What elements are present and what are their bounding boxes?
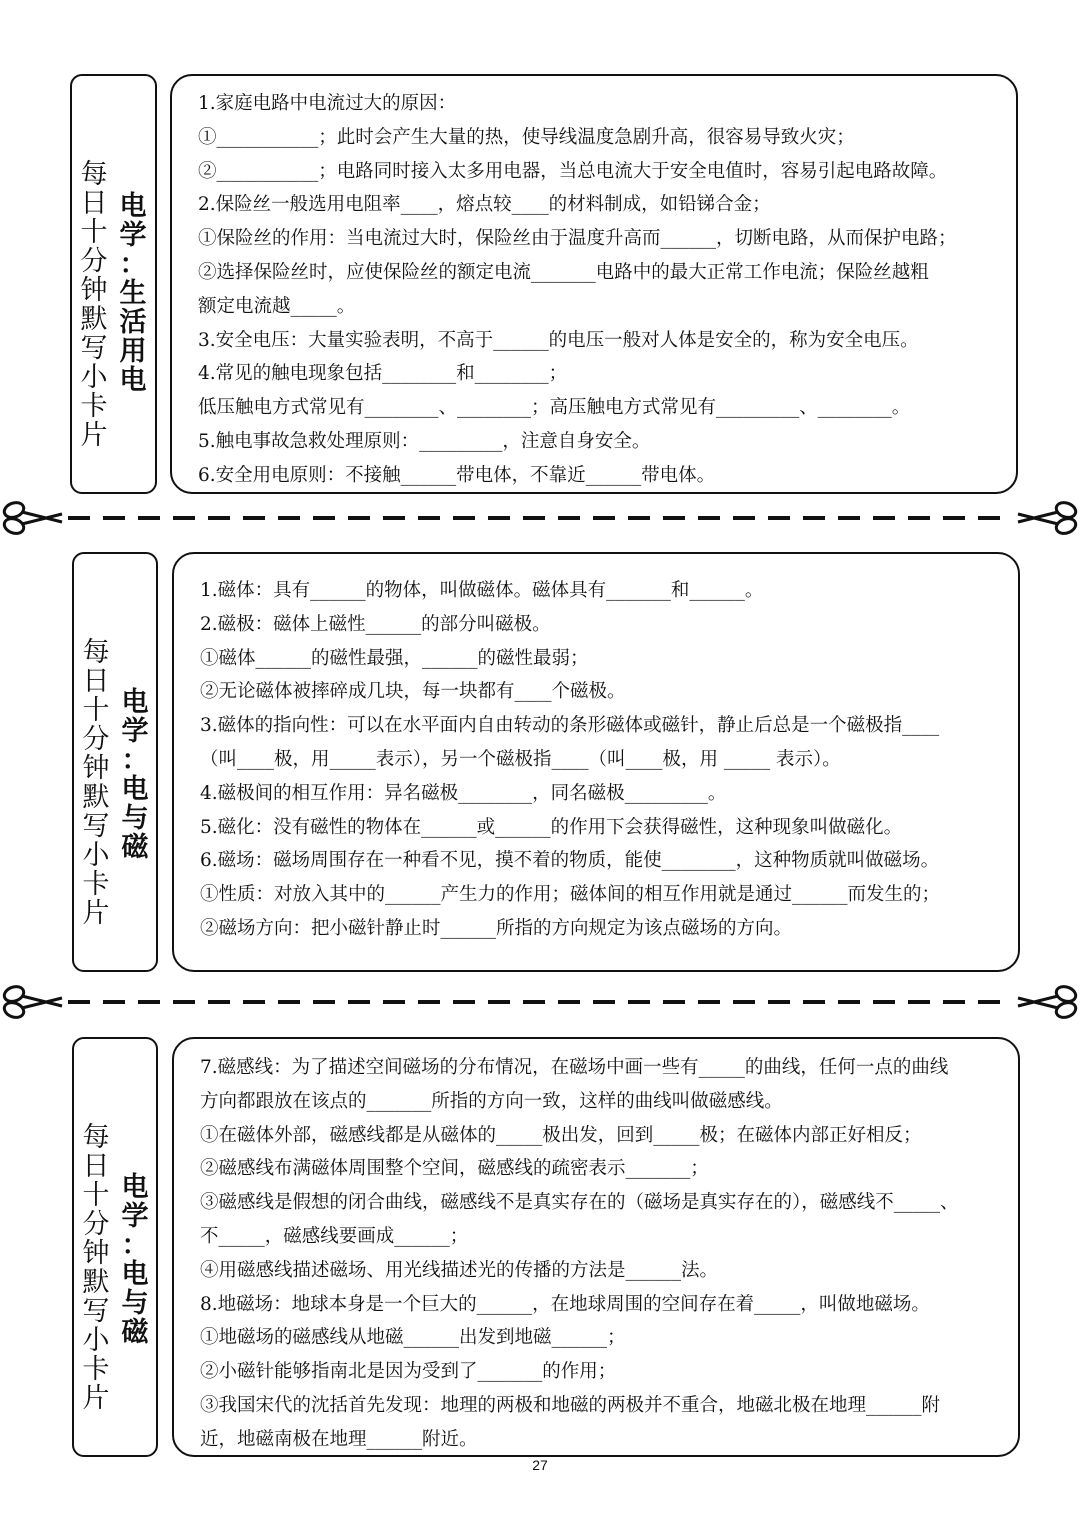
card-line: 3.磁体的指向性：可以在水平面内自由转动的条形磁体或磁针，静止后总是一个磁极指____ <box>200 715 940 737</box>
card-line: ①地磁场的磁感线从地磁______出发到地磁______； <box>200 1327 626 1349</box>
card-line: 2.磁极：磁体上磁性______的部分叫磁极。 <box>200 613 551 635</box>
card-line: （叫____极，用_____表示），另一个磁极指____（叫____极，用 _____ 表示）。 <box>200 748 841 770</box>
card-line: ②磁感线布满磁体周围整个空间，磁感线的疏密表示_______； <box>200 1158 709 1180</box>
card-line: ④用磁感线描述磁场、用光线描述光的传播的方法是______法。 <box>200 1259 719 1281</box>
card3-topic-title: 电 学 ： 电 与 磁 <box>121 1172 149 1348</box>
card-line: 近，地磁南极在地理______附近。 <box>200 1428 478 1450</box>
card-line: 1.家庭电路中电流过大的原因： <box>198 93 457 114</box>
card3-content <box>172 1037 1020 1457</box>
card-line: ①在磁体外部，磁感线都是从磁体的_____极出发，回到_____极；在磁体内部正好相反； <box>200 1124 922 1146</box>
card-line: 2.保险丝一般选用电阻率____，熔点较____的材料制成，如铅锑合金； <box>198 194 771 216</box>
card1-content <box>170 74 1018 494</box>
card-line: ②选择保险丝时，应使保险丝的额定电流_______电路中的最大正常工作电流；保险丝越粗 <box>198 261 929 283</box>
card-line: 4.磁极间的相互作用：异名磁极________，同名磁极_________。 <box>200 782 727 804</box>
card2-side-title: 每 日 十 分 钟 默 写 小 卡 片 <box>82 637 110 929</box>
cut-line-2 <box>0 982 1080 1022</box>
card-line: ②小磁针能够指南北是因为受到了_______的作用； <box>200 1361 617 1383</box>
card-line: 1.磁体：具有______的物体，叫做磁体。磁体具有_______和______。 <box>200 580 764 601</box>
card-line: ②无论磁体被摔碎成几块，每一块都有____个磁极。 <box>200 681 626 703</box>
card-line: 方向都跟放在该点的_______所指的方向一致，这样的曲线叫做磁感线。 <box>200 1090 783 1112</box>
scissors-icon <box>2 984 62 1020</box>
scissors-icon <box>1018 500 1078 536</box>
cut-line-1 <box>0 498 1080 538</box>
card2-topic-title: 电 学 ： 电 与 磁 <box>121 687 149 863</box>
card3-side-label <box>72 1037 158 1457</box>
card-line: 5.触电事故急救处理原则：_________，注意自身安全。 <box>198 430 651 452</box>
card1-side-label <box>70 74 157 494</box>
card-line: ③我国宋代的沈括首先发现：地理的两极和地磁的两极并不重合，地磁北极在地理______附 <box>200 1394 941 1416</box>
card-line: ①保险丝的作用：当电流过大时，保险丝由于温度升高而______，切断电路，从而保护电路； <box>198 228 957 250</box>
card-line: 额定电流越_____。 <box>198 295 356 317</box>
card1-topic-title: 电 学 ： 生 活 用 电 <box>119 191 147 396</box>
card-line: 6.安全用电原则：不接触______带电体，不靠近______带电体。 <box>198 464 716 486</box>
card-line: ②___________；电路同时接入太多用电器，当总电流大于安全电值时，容易引起电路故障。 <box>198 160 948 182</box>
card-line: 低压触电方式常见有________、________；高压触电方式常见有_________、________。 <box>198 397 911 419</box>
card-line: 不_____，磁感线要画成______； <box>200 1225 469 1247</box>
card-line: ①___________；此时会产生大量的热，使导线温度急剧升高，很容易导致火灾； <box>198 126 855 148</box>
card2-side-label <box>72 552 158 972</box>
scissors-icon <box>1018 984 1078 1020</box>
card-line: 8.地磁场：地球本身是一个巨大的______，在地球周围的空间存在着_____，叫做地磁场。 <box>200 1293 930 1315</box>
card-line: ①磁体______的磁性最强，______的磁性最弱； <box>200 647 589 669</box>
card1-side-title: 每 日 十 分 钟 默 写 小 卡 片 <box>80 159 108 451</box>
card-line: 3.安全电压：大量实验表明，不高于______的电压一般对人体是安全的，称为安全电压。 <box>198 329 919 351</box>
card-line: ③磁感线是假想的闭合曲线，磁感线不是真实存在的（磁场是真实存在的），磁感线不_____、 <box>200 1192 959 1214</box>
card-line: ①性质：对放入其中的______产生力的作用；磁体间的相互作用就是通过______而发生的； <box>200 884 941 906</box>
card-line: 5.磁化：没有磁性的物体在______或______的作用下会获得磁性，这种现象叫做磁化。 <box>200 816 903 838</box>
scissors-icon <box>2 500 62 536</box>
card-line: ②磁场方向：把小磁针静止时______所指的方向规定为该点磁场的方向。 <box>200 917 793 939</box>
card-line: 4.常见的触电现象包括________和________； <box>198 363 568 385</box>
card-line: 6.磁场：磁场周围存在一种看不见，摸不着的物质，能使________，这种物质就叫做磁场。 <box>200 850 940 872</box>
page-number: 27 <box>532 1457 548 1473</box>
card2-content <box>172 552 1020 972</box>
card3-side-title: 每 日 十 分 钟 默 写 小 卡 片 <box>82 1122 110 1414</box>
card-line: 7.磁感线：为了描述空间磁场的分布情况，在磁场中画一些有_____的曲线，任何一点的曲线 <box>200 1057 949 1078</box>
